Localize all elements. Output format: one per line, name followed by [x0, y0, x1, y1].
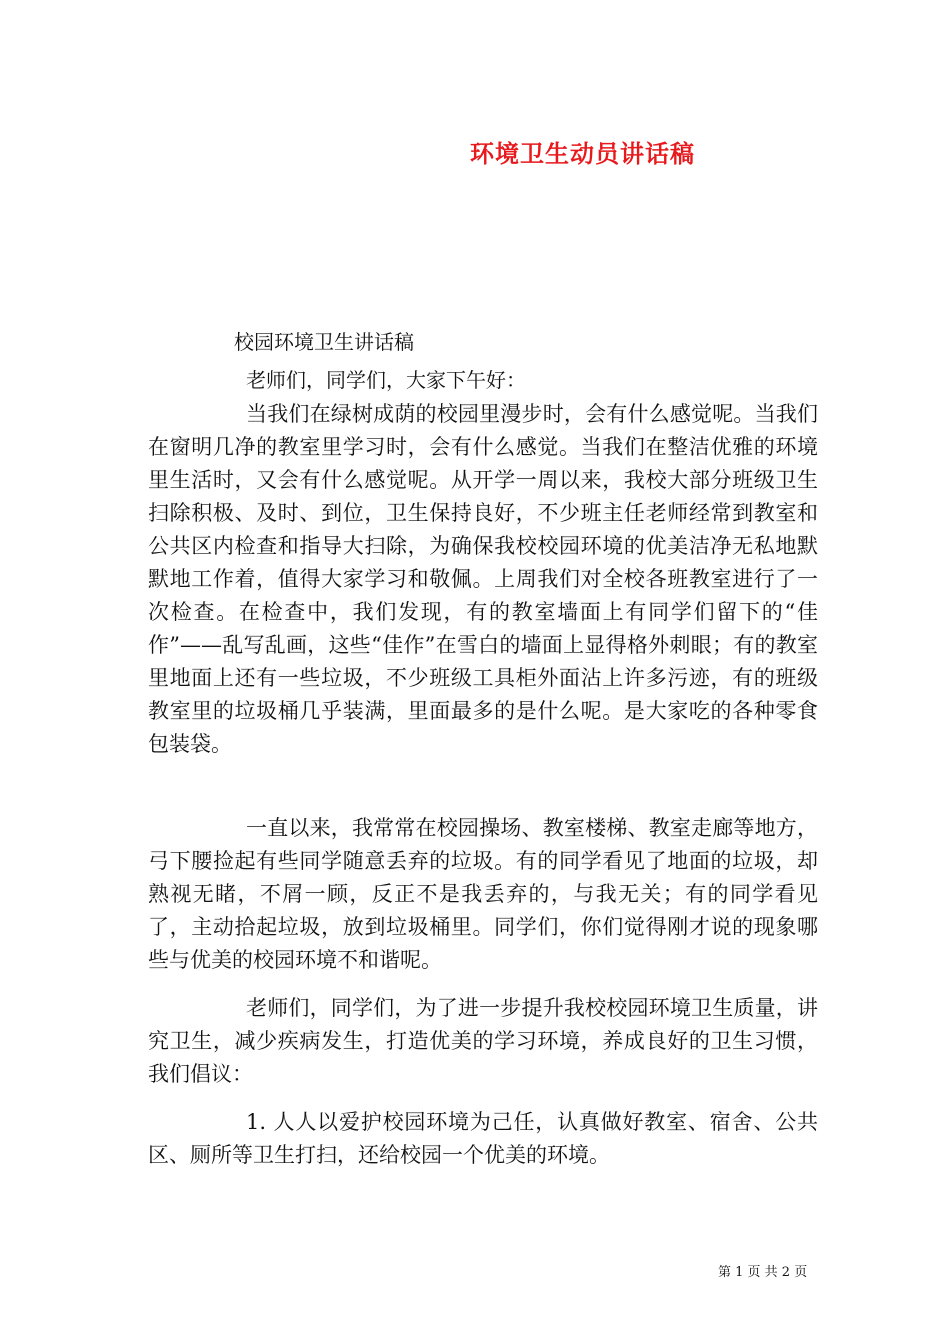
- body-paragraph-3: 老师们，同学们，为了进一步提升我校校园环境卫生质量，讲究卫生，减少疾病发生，打造优美的学习环境，养成良好的卫生习惯，我们倡议：: [148, 996, 818, 1086]
- body-paragraph-1: 当我们在绿树成荫的校园里漫步时，会有什么感觉呢。当我们在窗明几净的教室里学习时，会有什么感觉。当我们在整洁优雅的环境里生活时，又会有什么感觉呢。从开学一周以来，我校大部分班级卫生扫除积极、及时、到位，卫生保持良好，不少班主任老师经常到教室和公共区内检查和指导大扫除，为确保我校校园环境的优美洁净无私地默默地工作着，值得大家学习和敬佩。上周我们对全校各班教室进行了一次检查。在检查中，我们发现，有的教室墙面上有同学们留下的“佳作”——乱写乱画，这些“佳作”在雪白的墙面上显得格外刺眼；有的教室里地面上还有一些垃圾，不少班级工具柜外面沾上许多污迹，有的班级教室里的垃圾桶几乎装满，里面最多的是什么呢。是大家吃的各种零食包装袋。: [148, 402, 818, 756]
- body-paragraph-4: 1. 人人以爱护校园环境为己任，认真做好教室、宿舍、公共区、厕所等卫生打扫，还给校园一个优美的环境。: [148, 1110, 818, 1167]
- page-number-footer: 第 1 页 共 2 页: [718, 1265, 808, 1280]
- speech-subheading: 校园环境卫生讲话稿: [234, 330, 414, 354]
- body-paragraph-2: 一直以来，我常常在校园操场、教室楼梯、教室走廊等地方，弓下腰捡起有些同学随意丢弃的垃圾。有的同学看见了地面的垃圾，却熟视无睹，不屑一顾，反正不是我丢弃的，与我无关；有的同学看见了，主动拾起垃圾，放到垃圾桶里。同学们，你们觉得刚才说的现象哪些与优美的校园环境不和谐呢。: [148, 816, 818, 972]
- speech-greeting: 老师们，同学们，大家下午好：: [246, 368, 526, 392]
- document-title: 环境卫生动员讲话稿: [470, 139, 695, 168]
